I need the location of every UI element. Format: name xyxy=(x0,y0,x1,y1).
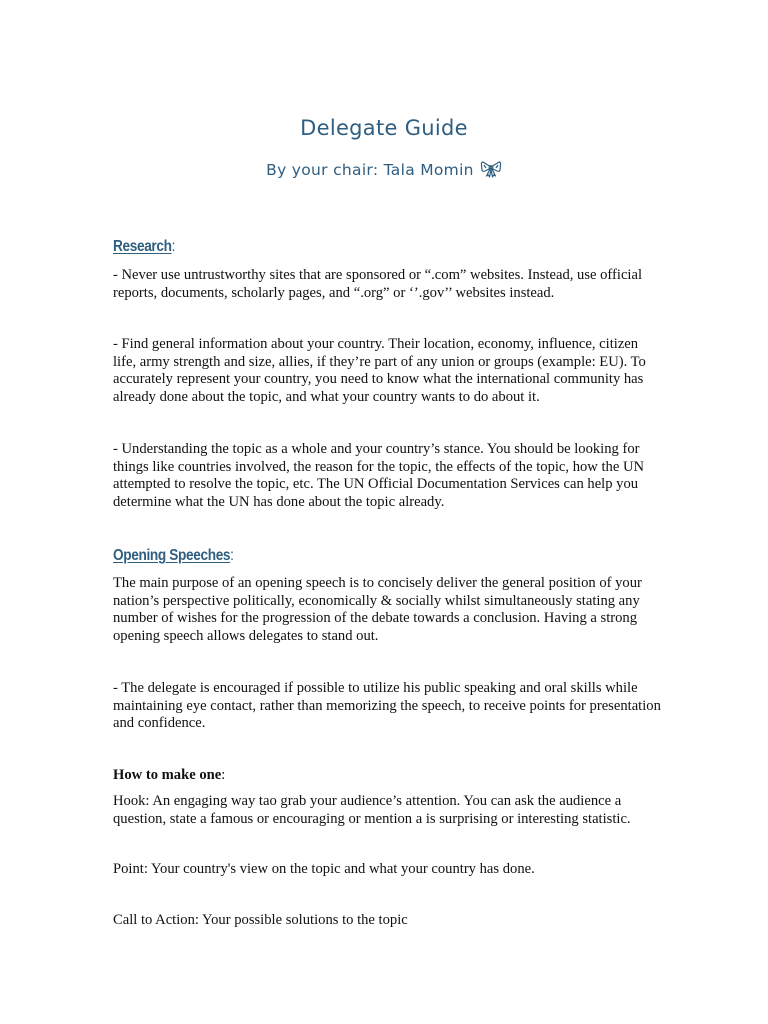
research-paragraph-2: - Find general information about your country. Their location, economy, influence, citizen life, army strength and size, allies, if they’re part of any union or groups (example: EU). To accurately represent your country, you need to know what the international community has already done about the topic, and what your country wants to do about it. xyxy=(113,336,646,405)
how-to-label: How to make one xyxy=(113,767,222,783)
opening-speeches-paragraph-1: The main purpose of an opening speech is to concisely deliver the general position of your nation’s perspective politically, economically & socially whilst simultaneously stating any number of wishes for the progression of the debate towards a conclusion. Having a strong opening speech allows delegates to stand out. xyxy=(113,575,642,644)
opening-speeches-heading xyxy=(113,547,234,565)
opening-speeches-heading-colon: : xyxy=(230,547,234,564)
opening-speeches-paragraph-2: - The delegate is encouraged if possible to utilize his public speaking and oral skills while maintaining eye contact, rather than memorizing the speech, to receive points for presentation and confidence. xyxy=(113,680,661,732)
how-to-subheading xyxy=(113,767,225,785)
research-paragraph-3: - Understanding the topic as a whole and your country’s stance. You should be looking for things like countries involved, the reason for the topic, the effects of the topic, how the UN attempted to resolve the topic, etc. The UN Official Documentation Services can help you determine what the UN has done about the topic already. xyxy=(113,441,645,510)
research-heading-colon: : xyxy=(171,238,176,255)
how-to-item-hook: Hook: An engaging way tao grab your audience’s attention. You can ask the audience a question, state a famous or encouraging or mention a is surprising or interesting statistic. xyxy=(113,793,631,827)
research-heading-text: Research xyxy=(113,238,172,255)
how-to-item-call-to-action: Call to Action: Your possible solutions to the topic xyxy=(113,912,408,928)
ribbon-bow-icon xyxy=(480,160,502,178)
how-to-item-point: Point: Your country's view on the topic and what your country has done. xyxy=(113,861,535,877)
subtitle-text: By your chair: Tala Momin xyxy=(266,161,474,179)
page-subtitle xyxy=(0,160,768,179)
research-paragraph-1: - Never use untrustworthy sites that are sponsored or “.com” websites. Instead, use official reports, documents, scholarly pages, and “.org” or ‘’.gov’’ websites instead. xyxy=(113,267,643,301)
research-heading xyxy=(113,238,175,256)
page-title: Delegate Guide xyxy=(300,116,468,140)
how-to-colon: : xyxy=(221,767,226,783)
opening-speeches-heading-text: Opening Speeches xyxy=(113,547,231,564)
